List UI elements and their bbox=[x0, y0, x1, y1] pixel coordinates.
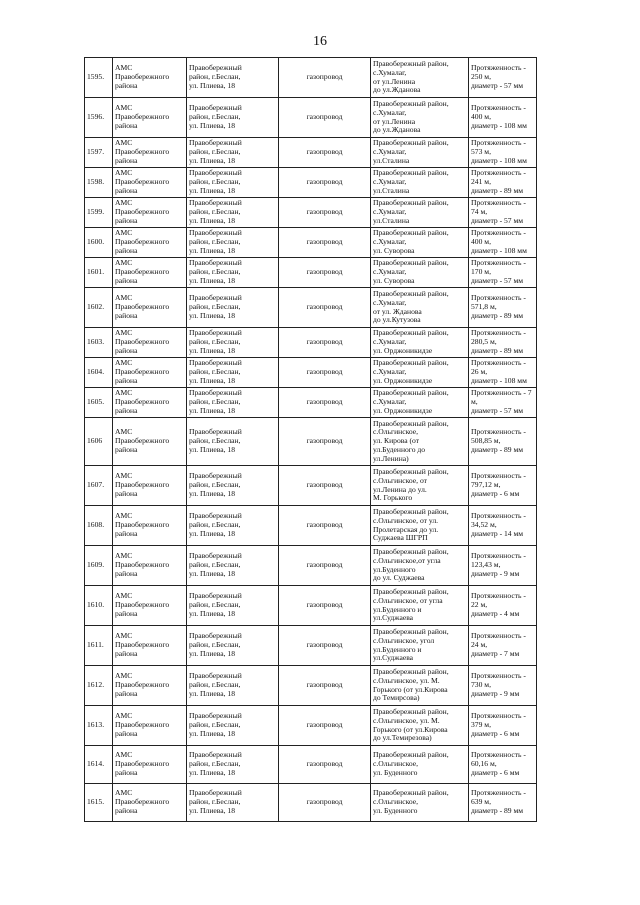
owner-cell: АМС Правобережного района bbox=[113, 228, 187, 258]
owner-address-cell: Правобережный район, г.Беслан, ул. Плиева, 18 bbox=[187, 328, 279, 358]
table-row bbox=[85, 784, 537, 822]
owner-cell: АМС Правобережного района bbox=[113, 746, 187, 784]
location-cell: Правобережный район, с.Хумалаг, от ул.Ленина до ул.Жданова bbox=[371, 58, 469, 98]
owner-cell: АМС Правобережного района bbox=[113, 388, 187, 418]
owner-cell: АМС Правобережного района bbox=[113, 98, 187, 138]
owner-address-cell: Правобережный район, г.Беслан, ул. Плиева, 18 bbox=[187, 358, 279, 388]
owner-cell: АМС Правобережного района bbox=[113, 466, 187, 506]
object-type-cell: газопровод bbox=[279, 546, 371, 586]
row-number: 1600. bbox=[85, 228, 113, 258]
owner-address-cell: Правобережный район, г.Беслан, ул. Плиева, 18 bbox=[187, 228, 279, 258]
owner-cell: АМС Правобережного района bbox=[113, 198, 187, 228]
location-cell: Правобережный район, с.Ольгинское, от ул. Пролетарская до ул. Суджаева ШГРП bbox=[371, 506, 469, 546]
object-type-cell: газопровод bbox=[279, 666, 371, 706]
owner-cell: АМС Правобережного района bbox=[113, 358, 187, 388]
row-number: 1598. bbox=[85, 168, 113, 198]
object-type-cell: газопровод bbox=[279, 328, 371, 358]
location-cell: Правобережный район, с.Хумалаг, ул. Орджоникидзе bbox=[371, 358, 469, 388]
row-number: 1605. bbox=[85, 388, 113, 418]
owner-address-cell: Правобережный район, г.Беслан, ул. Плиева, 18 bbox=[187, 784, 279, 822]
object-type-cell: газопровод bbox=[279, 586, 371, 626]
table-row bbox=[85, 746, 537, 784]
characteristics-cell: Протяженность - 400 м, диаметр - 108 мм bbox=[469, 98, 537, 138]
row-number: 1613. bbox=[85, 706, 113, 746]
location-cell: Правобережный район, с.Хумалаг, ул.Сталина bbox=[371, 198, 469, 228]
row-number: 1606 bbox=[85, 418, 113, 466]
owner-address-cell: Правобережный район, г.Беслан, ул. Плиева, 18 bbox=[187, 258, 279, 288]
characteristics-cell: Протяженность - 60,16 м, диаметр - 6 мм bbox=[469, 746, 537, 784]
row-number: 1601. bbox=[85, 258, 113, 288]
location-cell: Правобережный район, с.Хумалаг, ул. Суворова bbox=[371, 258, 469, 288]
table-row bbox=[85, 466, 537, 506]
object-type-cell: газопровод bbox=[279, 388, 371, 418]
location-cell: Правобережный район, с.Ольгинское, ул. М. Горького (от ул.Кирова до ул.Темирезова) bbox=[371, 706, 469, 746]
object-type-cell: газопровод bbox=[279, 198, 371, 228]
owner-cell: АМС Правобережного района bbox=[113, 418, 187, 466]
location-cell: Правобережный район, с.Хумалаг, ул. Орджоникидзе bbox=[371, 388, 469, 418]
object-type-cell: газопровод bbox=[279, 228, 371, 258]
owner-address-cell: Правобережный район, г.Беслан, ул. Плиева, 18 bbox=[187, 666, 279, 706]
owner-cell: АМС Правобережного района bbox=[113, 706, 187, 746]
owner-cell: АМС Правобережного района bbox=[113, 666, 187, 706]
owner-address-cell: Правобережный район, г.Беслан, ул. Плиева, 18 bbox=[187, 506, 279, 546]
object-type-cell: газопровод bbox=[279, 358, 371, 388]
location-cell: Правобережный район, с.Ольгинское, ул. Буденного bbox=[371, 746, 469, 784]
row-number: 1595. bbox=[85, 58, 113, 98]
owner-cell: АМС Правобережного района bbox=[113, 626, 187, 666]
location-cell: Правобережный район, с.Хумалаг, ул.Сталина bbox=[371, 168, 469, 198]
object-type-cell: газопровод bbox=[279, 258, 371, 288]
owner-address-cell: Правобережный район, г.Беслан, ул. Плиева, 18 bbox=[187, 586, 279, 626]
object-type-cell: газопровод bbox=[279, 706, 371, 746]
characteristics-cell: Протяженность - 26 м, диаметр - 108 мм bbox=[469, 358, 537, 388]
object-type-cell: газопровод bbox=[279, 138, 371, 168]
owner-cell: АМС Правобережного района bbox=[113, 138, 187, 168]
location-cell: Правобережный район, с.Хумалаг, ул. Суворова bbox=[371, 228, 469, 258]
table-row bbox=[85, 328, 537, 358]
row-number: 1614. bbox=[85, 746, 113, 784]
characteristics-cell: Протяженность - 571,8 м, диаметр - 89 мм bbox=[469, 288, 537, 328]
characteristics-cell: Протяженность - 250 м, диаметр - 57 мм bbox=[469, 58, 537, 98]
owner-address-cell: Правобережный район, г.Беслан, ул. Плиева, 18 bbox=[187, 388, 279, 418]
characteristics-cell: Протяженность - 241 м, диаметр - 89 мм bbox=[469, 168, 537, 198]
row-number: 1604. bbox=[85, 358, 113, 388]
characteristics-cell: Протяженность - 22 м, диаметр - 4 мм bbox=[469, 586, 537, 626]
owner-address-cell: Правобережный район, г.Беслан, ул. Плиева, 18 bbox=[187, 466, 279, 506]
owner-address-cell: Правобережный район, г.Беслан, ул. Плиева, 18 bbox=[187, 626, 279, 666]
object-type-cell: газопровод bbox=[279, 168, 371, 198]
row-number: 1597. bbox=[85, 138, 113, 168]
characteristics-cell: Протяженность - 508,85 м, диаметр - 89 мм bbox=[469, 418, 537, 466]
object-type-cell: газопровод bbox=[279, 626, 371, 666]
row-number: 1596. bbox=[85, 98, 113, 138]
characteristics-cell: Протяженность - 379 м, диаметр - 6 мм bbox=[469, 706, 537, 746]
owner-address-cell: Правобережный район, г.Беслан, ул. Плиева, 18 bbox=[187, 198, 279, 228]
table-row bbox=[85, 388, 537, 418]
property-table bbox=[84, 57, 537, 822]
row-number: 1599. bbox=[85, 198, 113, 228]
location-cell: Правобережный район, с.Ольгинское, угол ул.Буденного и ул.Суджаева bbox=[371, 626, 469, 666]
owner-cell: АМС Правобережного района bbox=[113, 546, 187, 586]
table-row bbox=[85, 228, 537, 258]
table-body bbox=[85, 58, 537, 822]
owner-address-cell: Правобережный район, г.Беслан, ул. Плиева, 18 bbox=[187, 138, 279, 168]
characteristics-cell: Протяженность - 280,5 м, диаметр - 89 мм bbox=[469, 328, 537, 358]
owner-address-cell: Правобережный район, г.Беслан, ул. Плиева, 18 bbox=[187, 706, 279, 746]
table-row bbox=[85, 586, 537, 626]
location-cell: Правобережный район, с.Ольгинское, ул. Буденного bbox=[371, 784, 469, 822]
owner-cell: АМС Правобережного района bbox=[113, 168, 187, 198]
owner-cell: АМС Правобережного района bbox=[113, 586, 187, 626]
owner-address-cell: Правобережный район, г.Беслан, ул. Плиева, 18 bbox=[187, 98, 279, 138]
location-cell: Правобережный район, с.Ольгинское, от ул.Ленина до ул. М. Горького bbox=[371, 466, 469, 506]
owner-address-cell: Правобережный район, г.Беслан, ул. Плиева, 18 bbox=[187, 546, 279, 586]
object-type-cell: газопровод bbox=[279, 466, 371, 506]
table-row bbox=[85, 358, 537, 388]
table-row bbox=[85, 98, 537, 138]
owner-address-cell: Правобережный район, г.Беслан, ул. Плиева, 18 bbox=[187, 168, 279, 198]
location-cell: Правобережный район, с.Ольгинское, ул. Кирова (от ул.Буденного до ул.Ленина) bbox=[371, 418, 469, 466]
object-type-cell: газопровод bbox=[279, 58, 371, 98]
owner-cell: АМС Правобережного района bbox=[113, 506, 187, 546]
owner-cell: АМС Правобережного района bbox=[113, 328, 187, 358]
object-type-cell: газопровод bbox=[279, 288, 371, 328]
row-number: 1612. bbox=[85, 666, 113, 706]
location-cell: Правобережный район, с.Хумалаг, от ул.Ленина до ул.Жданова bbox=[371, 98, 469, 138]
table-row bbox=[85, 168, 537, 198]
characteristics-cell: Протяженность - 7 м, диаметр - 57 мм bbox=[469, 388, 537, 418]
object-type-cell: газопровод bbox=[279, 746, 371, 784]
row-number: 1610. bbox=[85, 586, 113, 626]
object-type-cell: газопровод bbox=[279, 418, 371, 466]
table-row bbox=[85, 418, 537, 466]
table-row bbox=[85, 706, 537, 746]
page-number: 16 bbox=[313, 34, 327, 49]
owner-cell: АМС Правобережного района bbox=[113, 258, 187, 288]
characteristics-cell: Протяженность - 797,12 м, диаметр - 6 мм bbox=[469, 466, 537, 506]
table-row bbox=[85, 626, 537, 666]
owner-address-cell: Правобережный район, г.Беслан, ул. Плиева, 18 bbox=[187, 418, 279, 466]
owner-cell: АМС Правобережного района bbox=[113, 784, 187, 822]
characteristics-cell: Протяженность - 730 м, диаметр - 9 мм bbox=[469, 666, 537, 706]
owner-address-cell: Правобережный район, г.Беслан, ул. Плиева, 18 bbox=[187, 288, 279, 328]
row-number: 1615. bbox=[85, 784, 113, 822]
row-number: 1609. bbox=[85, 546, 113, 586]
object-type-cell: газопровод bbox=[279, 98, 371, 138]
location-cell: Правобережный район, с.Ольгинское, ул. М. Горького (от ул.Кирова до Темирсова) bbox=[371, 666, 469, 706]
characteristics-cell: Протяженность - 170 м, диаметр - 57 мм bbox=[469, 258, 537, 288]
owner-cell: АМС Правобережного района bbox=[113, 288, 187, 328]
table-row bbox=[85, 546, 537, 586]
owner-address-cell: Правобережный район, г.Беслан, ул. Плиева, 18 bbox=[187, 746, 279, 784]
characteristics-cell: Протяженность - 573 м, диаметр - 108 мм bbox=[469, 138, 537, 168]
row-number: 1611. bbox=[85, 626, 113, 666]
row-number: 1607. bbox=[85, 466, 113, 506]
characteristics-cell: Протяженность - 34,52 м, диаметр - 14 мм bbox=[469, 506, 537, 546]
location-cell: Правобережный район, с.Хумалаг, ул. Орджоникидзе bbox=[371, 328, 469, 358]
table-row bbox=[85, 258, 537, 288]
row-number: 1602. bbox=[85, 288, 113, 328]
characteristics-cell: Протяженность - 400 м, диаметр - 108 мм bbox=[469, 228, 537, 258]
table-row bbox=[85, 666, 537, 706]
row-number: 1608. bbox=[85, 506, 113, 546]
table-row bbox=[85, 198, 537, 228]
object-type-cell: газопровод bbox=[279, 784, 371, 822]
row-number: 1603. bbox=[85, 328, 113, 358]
object-type-cell: газопровод bbox=[279, 506, 371, 546]
location-cell: Правобережный район, с.Ольгинское, от угла ул.Буденного и ул.Суджаева bbox=[371, 586, 469, 626]
location-cell: Правобережный район, с.Хумалаг, от ул. Жданова до ул.Кутузова bbox=[371, 288, 469, 328]
location-cell: Правобережный район, с.Хумалаг, ул.Сталина bbox=[371, 138, 469, 168]
owner-cell: АМС Правобережного района bbox=[113, 58, 187, 98]
location-cell: Правобережный район, с.Ольгинское,от угла ул.Буденного до ул. Суджаева bbox=[371, 546, 469, 586]
table-row bbox=[85, 288, 537, 328]
table-row bbox=[85, 58, 537, 98]
table-row bbox=[85, 506, 537, 546]
characteristics-cell: Протяженность - 74 м, диаметр - 57 мм bbox=[469, 198, 537, 228]
owner-address-cell: Правобережный район, г.Беслан, ул. Плиева, 18 bbox=[187, 58, 279, 98]
characteristics-cell: Протяженность - 639 м, диаметр - 89 мм bbox=[469, 784, 537, 822]
characteristics-cell: Протяженность - 24 м, диаметр - 7 мм bbox=[469, 626, 537, 666]
characteristics-cell: Протяженность - 123,43 м, диаметр - 9 мм bbox=[469, 546, 537, 586]
table-row bbox=[85, 138, 537, 168]
